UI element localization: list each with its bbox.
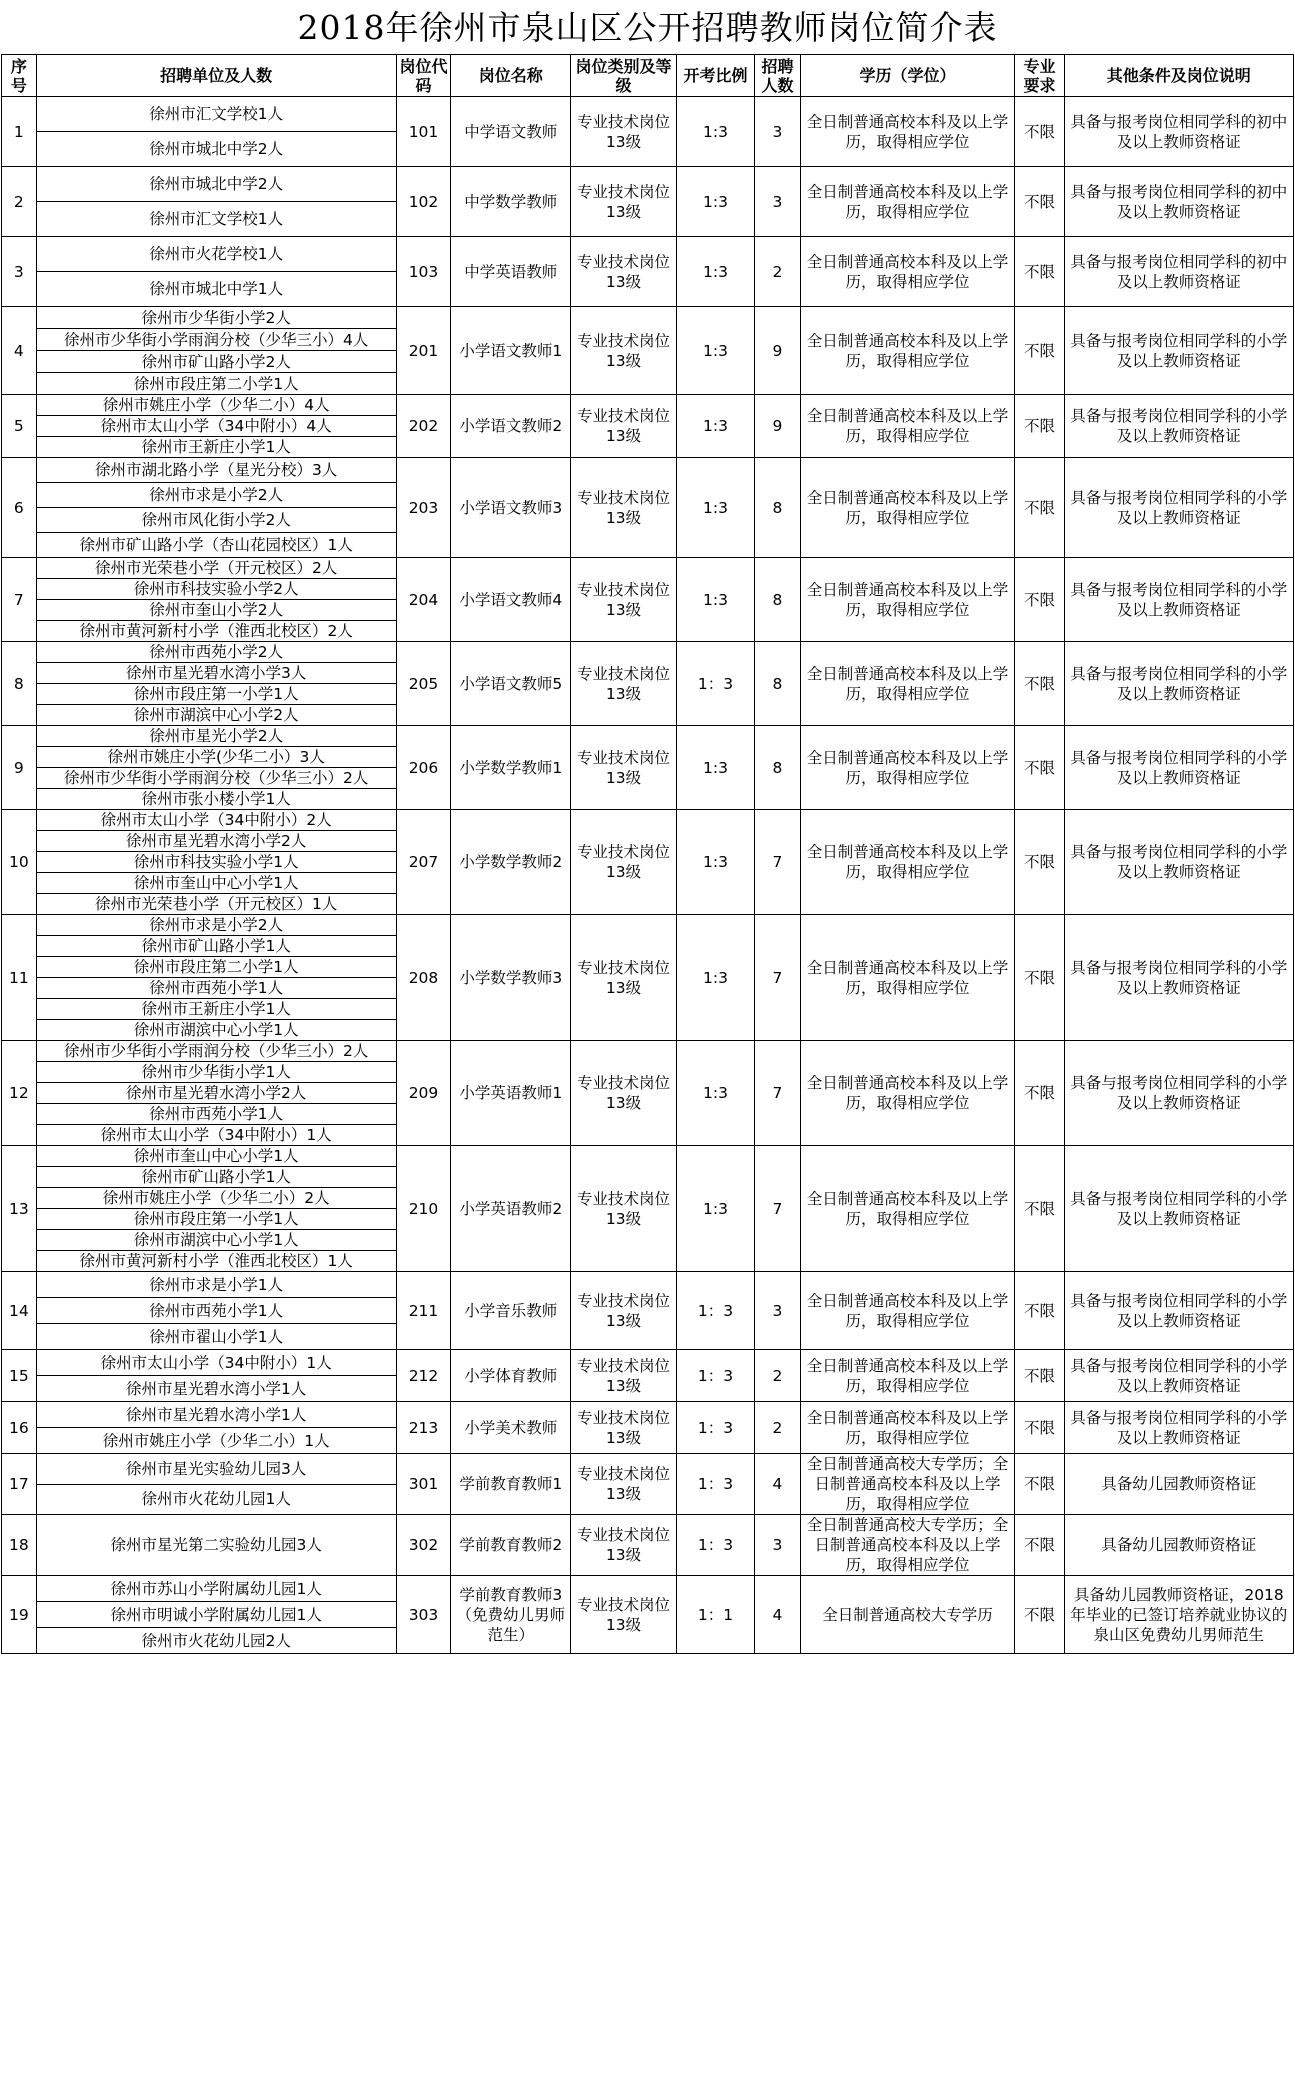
- unit-cell: 徐州市太山小学（34中附小）4人: [36, 416, 396, 437]
- education-requirement: 全日制普通高校大专学历；全日制普通高校本科及以上学历，取得相应学位: [800, 1454, 1015, 1515]
- row-number: 10: [2, 810, 37, 915]
- table-row: [2, 1041, 1294, 1062]
- position-category: 专业技术岗位13级: [571, 97, 676, 167]
- header-major: 专业要求: [1015, 55, 1064, 97]
- unit-cell: 徐州市求是小学2人: [36, 915, 396, 936]
- row-number: 5: [2, 395, 37, 458]
- unit-cell: 徐州市少华街小学1人: [36, 1062, 396, 1083]
- unit-cell: 徐州市段庄第二小学1人: [36, 957, 396, 978]
- hire-count: 7: [755, 810, 800, 915]
- other-conditions: 具备与报考岗位相同学科的小学及以上教师资格证: [1064, 1041, 1293, 1146]
- education-requirement: 全日制普通高校本科及以上学历，取得相应学位: [800, 1402, 1015, 1454]
- position-category: 专业技术岗位13级: [571, 642, 676, 726]
- other-conditions: 具备与报考岗位相同学科的小学及以上教师资格证: [1064, 395, 1293, 458]
- position-category: 专业技术岗位13级: [571, 307, 676, 395]
- position-name: 小学音乐教师: [451, 1272, 571, 1350]
- exam-ratio: 1：3: [676, 1454, 755, 1515]
- education-requirement: 全日制普通高校本科及以上学历，取得相应学位: [800, 726, 1015, 810]
- table-row: [2, 395, 1294, 416]
- hire-count: 3: [755, 1515, 800, 1576]
- other-conditions: 具备与报考岗位相同学科的初中及以上教师资格证: [1064, 167, 1293, 237]
- hire-count: 3: [755, 1272, 800, 1350]
- education-requirement: 全日制普通高校本科及以上学历，取得相应学位: [800, 1350, 1015, 1402]
- unit-cell: 徐州市火花学校1人: [36, 237, 396, 272]
- unit-cell: 徐州市姚庄小学（少华二小）2人: [36, 1188, 396, 1209]
- unit-cell: 徐州市光荣巷小学（开元校区）2人: [36, 558, 396, 579]
- position-category: 专业技术岗位13级: [571, 1515, 676, 1576]
- position-name: 小学语文教师1: [451, 307, 571, 395]
- exam-ratio: 1:3: [676, 915, 755, 1041]
- position-category: 专业技术岗位13级: [571, 1146, 676, 1272]
- position-name: 学前教育教师2: [451, 1515, 571, 1576]
- position-name: 小学语文教师4: [451, 558, 571, 642]
- other-conditions: 具备与报考岗位相同学科的小学及以上教师资格证: [1064, 1146, 1293, 1272]
- unit-cell: 徐州市风化街小学2人: [36, 508, 396, 533]
- major-requirement: 不限: [1015, 558, 1064, 642]
- other-conditions: 具备与报考岗位相同学科的小学及以上教师资格证: [1064, 726, 1293, 810]
- position-code: 202: [396, 395, 451, 458]
- position-name: 小学数学教师1: [451, 726, 571, 810]
- unit-cell: 徐州市求是小学1人: [36, 1272, 396, 1298]
- education-requirement: 全日制普通高校本科及以上学历，取得相应学位: [800, 395, 1015, 458]
- hire-count: 9: [755, 395, 800, 458]
- hire-count: 8: [755, 558, 800, 642]
- position-category: 专业技术岗位13级: [571, 915, 676, 1041]
- education-requirement: 全日制普通高校本科及以上学历，取得相应学位: [800, 1272, 1015, 1350]
- other-conditions: 具备与报考岗位相同学科的小学及以上教师资格证: [1064, 1402, 1293, 1454]
- major-requirement: 不限: [1015, 1454, 1064, 1515]
- unit-cell: 徐州市少华街小学2人: [36, 307, 396, 329]
- exam-ratio: 1:3: [676, 237, 755, 307]
- row-number: 19: [2, 1576, 37, 1654]
- unit-cell: 徐州市科技实验小学1人: [36, 852, 396, 873]
- hire-count: 4: [755, 1576, 800, 1654]
- unit-cell: 徐州市明诚小学附属幼儿园1人: [36, 1602, 396, 1628]
- table-body: [2, 97, 1294, 1654]
- other-conditions: 具备与报考岗位相同学科的初中及以上教师资格证: [1064, 237, 1293, 307]
- row-number: 6: [2, 458, 37, 558]
- table-row: [2, 237, 1294, 272]
- unit-cell: 徐州市奎山中心小学1人: [36, 1146, 396, 1167]
- row-number: 1: [2, 97, 37, 167]
- position-code: 302: [396, 1515, 451, 1576]
- major-requirement: 不限: [1015, 1272, 1064, 1350]
- unit-cell: 徐州市奎山小学2人: [36, 600, 396, 621]
- header-count: 招聘人数: [755, 55, 800, 97]
- unit-cell: 徐州市太山小学（34中附小）1人: [36, 1350, 396, 1376]
- table-row: [2, 1272, 1294, 1298]
- hire-count: 3: [755, 97, 800, 167]
- position-category: 专业技术岗位13级: [571, 237, 676, 307]
- unit-cell: 徐州市湖北路小学（星光分校）3人: [36, 458, 396, 483]
- unit-cell: 徐州市段庄第二小学1人: [36, 373, 396, 395]
- unit-cell: 徐州市少华街小学雨润分校（少华三小）2人: [36, 768, 396, 789]
- position-name: 中学数学教师: [451, 167, 571, 237]
- other-conditions: 具备与报考岗位相同学科的小学及以上教师资格证: [1064, 915, 1293, 1041]
- other-conditions: 具备与报考岗位相同学科的小学及以上教师资格证: [1064, 307, 1293, 395]
- exam-ratio: 1:3: [676, 1041, 755, 1146]
- unit-cell: 徐州市矿山路小学2人: [36, 351, 396, 373]
- unit-cell: 徐州市黄河新村小学（淮西北校区）2人: [36, 621, 396, 642]
- position-name: 中学语文教师: [451, 97, 571, 167]
- unit-cell: 徐州市城北中学1人: [36, 272, 396, 307]
- major-requirement: 不限: [1015, 237, 1064, 307]
- row-number: 15: [2, 1350, 37, 1402]
- major-requirement: 不限: [1015, 726, 1064, 810]
- hire-count: 8: [755, 726, 800, 810]
- position-code: 213: [396, 1402, 451, 1454]
- hire-count: 2: [755, 1402, 800, 1454]
- position-name: 小学美术教师: [451, 1402, 571, 1454]
- position-code: 205: [396, 642, 451, 726]
- position-category: 专业技术岗位13级: [571, 1272, 676, 1350]
- unit-cell: 徐州市太山小学（34中附小）2人: [36, 810, 396, 831]
- header-ratio: 开考比例: [676, 55, 755, 97]
- position-category: 专业技术岗位13级: [571, 1454, 676, 1515]
- other-conditions: 具备与报考岗位相同学科的小学及以上教师资格证: [1064, 642, 1293, 726]
- table-row: [2, 1350, 1294, 1376]
- unit-cell: 徐州市城北中学2人: [36, 167, 396, 202]
- unit-cell: 徐州市西苑小学2人: [36, 642, 396, 663]
- exam-ratio: 1:3: [676, 395, 755, 458]
- unit-cell: 徐州市姚庄小学（少华二小）4人: [36, 395, 396, 416]
- position-code: 303: [396, 1576, 451, 1654]
- position-name: 小学英语教师2: [451, 1146, 571, 1272]
- row-number: 9: [2, 726, 37, 810]
- education-requirement: 全日制普通高校本科及以上学历，取得相应学位: [800, 97, 1015, 167]
- exam-ratio: 1：3: [676, 1272, 755, 1350]
- other-conditions: 具备与报考岗位相同学科的小学及以上教师资格证: [1064, 558, 1293, 642]
- exam-ratio: 1:3: [676, 726, 755, 810]
- header-other: 其他条件及岗位说明: [1064, 55, 1293, 97]
- positions-table: [1, 54, 1294, 1654]
- table-row: [2, 458, 1294, 483]
- row-number: 11: [2, 915, 37, 1041]
- table-row: [2, 1454, 1294, 1485]
- unit-cell: 徐州市段庄第一小学1人: [36, 684, 396, 705]
- position-code: 203: [396, 458, 451, 558]
- education-requirement: 全日制普通高校本科及以上学历，取得相应学位: [800, 458, 1015, 558]
- position-category: 专业技术岗位13级: [571, 167, 676, 237]
- exam-ratio: 1:3: [676, 167, 755, 237]
- unit-cell: 徐州市王新庄小学1人: [36, 437, 396, 458]
- header-row: [2, 55, 1294, 97]
- major-requirement: 不限: [1015, 1350, 1064, 1402]
- unit-cell: 徐州市湖滨中心小学1人: [36, 1230, 396, 1251]
- position-name: 学前教育教师3（免费幼儿男师范生）: [451, 1576, 571, 1654]
- education-requirement: 全日制普通高校本科及以上学历，取得相应学位: [800, 237, 1015, 307]
- position-code: 201: [396, 307, 451, 395]
- major-requirement: 不限: [1015, 167, 1064, 237]
- position-category: 专业技术岗位13级: [571, 395, 676, 458]
- table-row: [2, 558, 1294, 579]
- exam-ratio: 1：1: [676, 1576, 755, 1654]
- unit-cell: 徐州市西苑小学1人: [36, 978, 396, 999]
- row-number: 16: [2, 1402, 37, 1454]
- unit-cell: 徐州市张小楼小学1人: [36, 789, 396, 810]
- position-category: 专业技术岗位13级: [571, 1576, 676, 1654]
- hire-count: 7: [755, 1041, 800, 1146]
- unit-cell: 徐州市矿山路小学1人: [36, 936, 396, 957]
- exam-ratio: 1:3: [676, 97, 755, 167]
- unit-cell: 徐州市奎山中心小学1人: [36, 873, 396, 894]
- major-requirement: 不限: [1015, 1576, 1064, 1654]
- unit-cell: 徐州市少华街小学雨润分校（少华三小）2人: [36, 1041, 396, 1062]
- row-number: 8: [2, 642, 37, 726]
- unit-cell: 徐州市段庄第一小学1人: [36, 1209, 396, 1230]
- position-category: 专业技术岗位13级: [571, 558, 676, 642]
- unit-cell: 徐州市星光第二实验幼儿园3人: [36, 1515, 396, 1576]
- unit-cell: 徐州市矿山路小学（杏山花园校区）1人: [36, 533, 396, 558]
- unit-cell: 徐州市黄河新村小学（淮西北校区）1人: [36, 1251, 396, 1272]
- row-number: 7: [2, 558, 37, 642]
- exam-ratio: 1:3: [676, 1146, 755, 1272]
- table-row: [2, 97, 1294, 132]
- sheet-title: 2018年徐州市泉山区公开招聘教师岗位简介表: [297, 8, 998, 47]
- header-code: 岗位代码: [396, 55, 451, 97]
- position-name: 小学语文教师5: [451, 642, 571, 726]
- other-conditions: 具备与报考岗位相同学科的初中及以上教师资格证: [1064, 97, 1293, 167]
- table-row: [2, 1515, 1294, 1576]
- unit-cell: 徐州市星光碧水湾小学2人: [36, 831, 396, 852]
- row-number: 4: [2, 307, 37, 395]
- major-requirement: 不限: [1015, 458, 1064, 558]
- major-requirement: 不限: [1015, 307, 1064, 395]
- major-requirement: 不限: [1015, 97, 1064, 167]
- position-code: 209: [396, 1041, 451, 1146]
- other-conditions: 具备与报考岗位相同学科的小学及以上教师资格证: [1064, 458, 1293, 558]
- position-name: 小学语文教师3: [451, 458, 571, 558]
- unit-cell: 徐州市王新庄小学1人: [36, 999, 396, 1020]
- table-row: [2, 1146, 1294, 1167]
- table-row: [2, 726, 1294, 747]
- unit-cell: 徐州市星光实验幼儿园3人: [36, 1454, 396, 1485]
- unit-cell: 徐州市汇文学校1人: [36, 97, 396, 132]
- position-category: 专业技术岗位13级: [571, 458, 676, 558]
- unit-cell: 徐州市科技实验小学2人: [36, 579, 396, 600]
- hire-count: 4: [755, 1454, 800, 1515]
- unit-cell: 徐州市星光碧水湾小学3人: [36, 663, 396, 684]
- position-category: 专业技术岗位13级: [571, 810, 676, 915]
- exam-ratio: 1：3: [676, 1350, 755, 1402]
- position-code: 101: [396, 97, 451, 167]
- other-conditions: 具备与报考岗位相同学科的小学及以上教师资格证: [1064, 810, 1293, 915]
- major-requirement: 不限: [1015, 915, 1064, 1041]
- position-name: 中学英语教师: [451, 237, 571, 307]
- position-code: 301: [396, 1454, 451, 1515]
- header-category: 岗位类别及等级: [571, 55, 676, 97]
- education-requirement: 全日制普通高校大专学历；全日制普通高校本科及以上学历，取得相应学位: [800, 1515, 1015, 1576]
- header-education: 学历（学位）: [800, 55, 1015, 97]
- exam-ratio: 1：3: [676, 1515, 755, 1576]
- row-number: 3: [2, 237, 37, 307]
- education-requirement: 全日制普通高校本科及以上学历，取得相应学位: [800, 642, 1015, 726]
- header-name: 岗位名称: [451, 55, 571, 97]
- unit-cell: 徐州市姚庄小学（少华二小）1人: [36, 1428, 396, 1454]
- row-number: 14: [2, 1272, 37, 1350]
- position-name: 小学语文教师2: [451, 395, 571, 458]
- education-requirement: 全日制普通高校本科及以上学历，取得相应学位: [800, 810, 1015, 915]
- exam-ratio: 1:3: [676, 307, 755, 395]
- hire-count: 7: [755, 1146, 800, 1272]
- hire-count: 2: [755, 237, 800, 307]
- position-code: 206: [396, 726, 451, 810]
- row-number: 13: [2, 1146, 37, 1272]
- unit-cell: 徐州市汇文学校1人: [36, 202, 396, 237]
- unit-cell: 徐州市苏山小学附属幼儿园1人: [36, 1576, 396, 1602]
- row-number: 2: [2, 167, 37, 237]
- major-requirement: 不限: [1015, 642, 1064, 726]
- position-code: 211: [396, 1272, 451, 1350]
- major-requirement: 不限: [1015, 1041, 1064, 1146]
- education-requirement: 全日制普通高校大专学历: [800, 1576, 1015, 1654]
- position-category: 专业技术岗位13级: [571, 726, 676, 810]
- unit-cell: 徐州市西苑小学1人: [36, 1298, 396, 1324]
- unit-cell: 徐州市翟山小学1人: [36, 1324, 396, 1350]
- education-requirement: 全日制普通高校本科及以上学历，取得相应学位: [800, 1041, 1015, 1146]
- major-requirement: 不限: [1015, 1402, 1064, 1454]
- education-requirement: 全日制普通高校本科及以上学历，取得相应学位: [800, 167, 1015, 237]
- education-requirement: 全日制普通高校本科及以上学历，取得相应学位: [800, 307, 1015, 395]
- unit-cell: 徐州市湖滨中心小学2人: [36, 705, 396, 726]
- unit-cell: 徐州市求是小学2人: [36, 483, 396, 508]
- unit-cell: 徐州市火花幼儿园2人: [36, 1628, 396, 1654]
- hire-count: 8: [755, 458, 800, 558]
- exam-ratio: 1：3: [676, 642, 755, 726]
- position-code: 103: [396, 237, 451, 307]
- table-row: [2, 307, 1294, 329]
- exam-ratio: 1:3: [676, 810, 755, 915]
- unit-cell: 徐州市星光碧水湾小学2人: [36, 1083, 396, 1104]
- table-row: [2, 1402, 1294, 1428]
- unit-cell: 徐州市火花幼儿园1人: [36, 1484, 396, 1515]
- unit-cell: 徐州市矿山路小学1人: [36, 1167, 396, 1188]
- major-requirement: 不限: [1015, 395, 1064, 458]
- position-code: 204: [396, 558, 451, 642]
- position-code: 210: [396, 1146, 451, 1272]
- exam-ratio: 1:3: [676, 558, 755, 642]
- position-code: 208: [396, 915, 451, 1041]
- row-number: 17: [2, 1454, 37, 1515]
- position-code: 207: [396, 810, 451, 915]
- unit-cell: 徐州市姚庄小学(少华二小）3人: [36, 747, 396, 768]
- position-code: 102: [396, 167, 451, 237]
- table-row: [2, 1576, 1294, 1602]
- other-conditions: 具备幼儿园教师资格证，2018年毕业的已签订培养就业协议的泉山区免费幼儿男师范生: [1064, 1576, 1293, 1654]
- exam-ratio: 1:3: [676, 458, 755, 558]
- other-conditions: 具备与报考岗位相同学科的小学及以上教师资格证: [1064, 1272, 1293, 1350]
- other-conditions: 具备与报考岗位相同学科的小学及以上教师资格证: [1064, 1350, 1293, 1402]
- unit-cell: 徐州市星光小学2人: [36, 726, 396, 747]
- unit-cell: 徐州市光荣巷小学（开元校区）1人: [36, 894, 396, 915]
- position-code: 212: [396, 1350, 451, 1402]
- table-row: [2, 915, 1294, 936]
- table-row: [2, 642, 1294, 663]
- unit-cell: 徐州市湖滨中心小学1人: [36, 1020, 396, 1041]
- major-requirement: 不限: [1015, 1146, 1064, 1272]
- major-requirement: 不限: [1015, 1515, 1064, 1576]
- header-unit: 招聘单位及人数: [36, 55, 396, 97]
- unit-cell: 徐州市西苑小学1人: [36, 1104, 396, 1125]
- exam-ratio: 1：3: [676, 1402, 755, 1454]
- position-name: 小学体育教师: [451, 1350, 571, 1402]
- table-row: [2, 810, 1294, 831]
- table-row: [2, 167, 1294, 202]
- unit-cell: 徐州市太山小学（34中附小）1人: [36, 1125, 396, 1146]
- hire-count: 7: [755, 915, 800, 1041]
- education-requirement: 全日制普通高校本科及以上学历，取得相应学位: [800, 558, 1015, 642]
- hire-count: 3: [755, 167, 800, 237]
- hire-count: 2: [755, 1350, 800, 1402]
- position-category: 专业技术岗位13级: [571, 1350, 676, 1402]
- hire-count: 9: [755, 307, 800, 395]
- education-requirement: 全日制普通高校本科及以上学历，取得相应学位: [800, 1146, 1015, 1272]
- unit-cell: 徐州市星光碧水湾小学1人: [36, 1376, 396, 1402]
- hire-count: 8: [755, 642, 800, 726]
- major-requirement: 不限: [1015, 810, 1064, 915]
- position-name: 小学英语教师1: [451, 1041, 571, 1146]
- position-category: 专业技术岗位13级: [571, 1402, 676, 1454]
- header-no: 序号: [2, 55, 37, 97]
- row-number: 18: [2, 1515, 37, 1576]
- unit-cell: 徐州市星光碧水湾小学1人: [36, 1402, 396, 1428]
- position-category: 专业技术岗位13级: [571, 1041, 676, 1146]
- unit-cell: 徐州市城北中学2人: [36, 132, 396, 167]
- other-conditions: 具备幼儿园教师资格证: [1064, 1454, 1293, 1515]
- position-name: 小学数学教师3: [451, 915, 571, 1041]
- other-conditions: 具备幼儿园教师资格证: [1064, 1515, 1293, 1576]
- education-requirement: 全日制普通高校本科及以上学历，取得相应学位: [800, 915, 1015, 1041]
- row-number: 12: [2, 1041, 37, 1146]
- position-name: 学前教育教师1: [451, 1454, 571, 1515]
- position-name: 小学数学教师2: [451, 810, 571, 915]
- unit-cell: 徐州市少华街小学雨润分校（少华三小）4人: [36, 329, 396, 351]
